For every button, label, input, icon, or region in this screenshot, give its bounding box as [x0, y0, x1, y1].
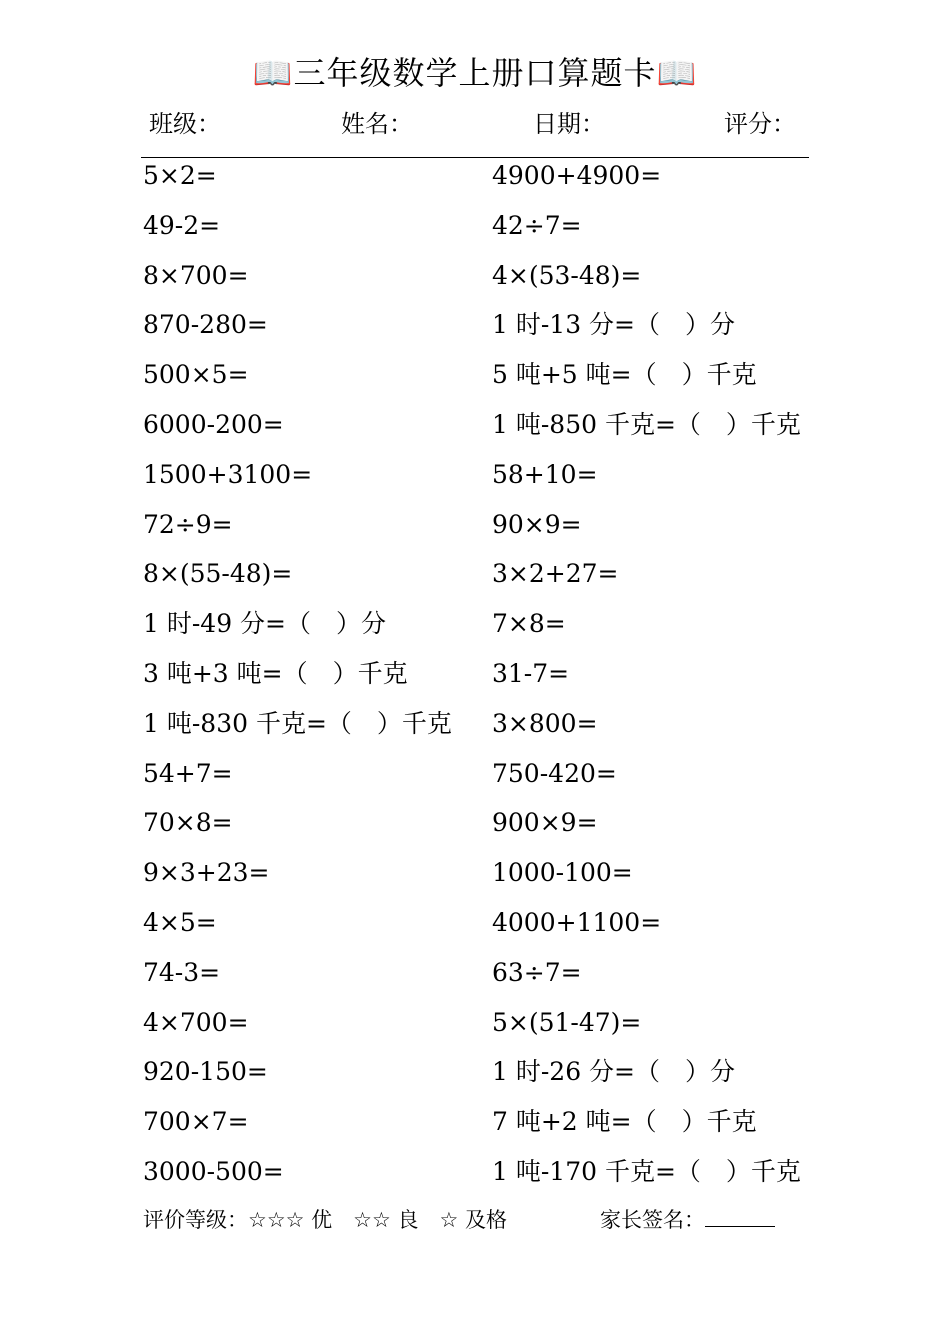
class-label: 班级： — [149, 110, 221, 138]
problem-right-5: 5 吨+5 吨=（ ）千克 — [492, 360, 757, 390]
name-label: 姓名： — [341, 110, 413, 138]
problem-right-10: 7×8= — [492, 609, 566, 639]
problem-left-5: 500×5= — [143, 360, 249, 390]
problem-right-7: 58+10= — [492, 459, 598, 489]
problem-right-17: 63÷7= — [492, 957, 582, 987]
problem-left-6: 6000-200= — [143, 410, 284, 439]
problem-left-9: 8×(55-48)= — [143, 559, 293, 589]
problem-right-13: 750-420= — [492, 758, 617, 788]
problem-left-16: 4×5= — [143, 908, 217, 937]
problem-right-8: 90×9= — [492, 509, 582, 539]
problem-right-21: 1 吨-170 千克=（ ）千克 — [492, 1157, 801, 1186]
problem-right-20: 7 吨+2 吨=（ ）千克 — [492, 1107, 757, 1137]
problem-left-13: 54+7= — [143, 758, 233, 788]
problem-left-8: 72÷9= — [143, 509, 233, 539]
rating-scale: 评价等级：☆☆☆ 优 ☆☆ 良 ☆ 及格 — [143, 1208, 507, 1232]
problem-left-4: 870-280= — [143, 310, 268, 340]
problem-right-1: 4900+4900= — [492, 161, 662, 190]
problem-left-3: 8×700= — [143, 260, 249, 290]
problem-right-14: 900×9= — [492, 808, 598, 838]
problem-right-19: 1 时-26 分=（ ）分 — [492, 1057, 736, 1087]
page-title: 📖三年级数学上册口算题卡📖 — [252, 54, 698, 92]
signature-blank-line — [705, 1204, 775, 1227]
problem-right-4: 1 时-13 分=（ ）分 — [492, 310, 736, 340]
problem-left-2: 49-2= — [143, 210, 221, 240]
date-label: 日期： — [533, 110, 605, 138]
problem-left-21: 3000-500= — [143, 1157, 284, 1186]
problem-right-9: 3×2+27= — [492, 559, 619, 589]
problem-left-14: 70×8= — [143, 808, 233, 838]
problem-left-11: 3 吨+3 吨=（ ）千克 — [143, 659, 408, 688]
problem-right-11: 31-7= — [492, 659, 570, 688]
problem-right-3: 4×(53-48)= — [492, 260, 642, 290]
problem-left-12: 1 吨-830 千克=（ ）千克 — [143, 708, 452, 738]
problem-right-15: 1000-100= — [492, 858, 633, 888]
problem-right-12: 3×800= — [492, 708, 598, 738]
problem-left-15: 9×3+23= — [143, 858, 270, 888]
header-divider — [141, 157, 809, 158]
problem-right-18: 5×(51-47)= — [492, 1007, 642, 1037]
problem-right-16: 4000+1100= — [492, 908, 662, 937]
problem-left-1: 5×2= — [143, 161, 217, 190]
score-label: 评分： — [724, 110, 796, 138]
parent-signature — [600, 1204, 775, 1236]
problem-left-10: 1 时-49 分=（ ）分 — [143, 609, 387, 639]
parent-signature-label: 家长签名： — [600, 1208, 705, 1232]
problem-left-20: 700×7= — [143, 1107, 249, 1137]
problem-left-19: 920-150= — [143, 1057, 268, 1087]
problem-left-7: 1500+3100= — [143, 459, 313, 489]
problem-right-2: 42÷7= — [492, 210, 582, 240]
problem-left-18: 4×700= — [143, 1007, 249, 1037]
problem-right-6: 1 吨-850 千克=（ ）千克 — [492, 410, 801, 439]
problem-left-17: 74-3= — [143, 957, 221, 987]
